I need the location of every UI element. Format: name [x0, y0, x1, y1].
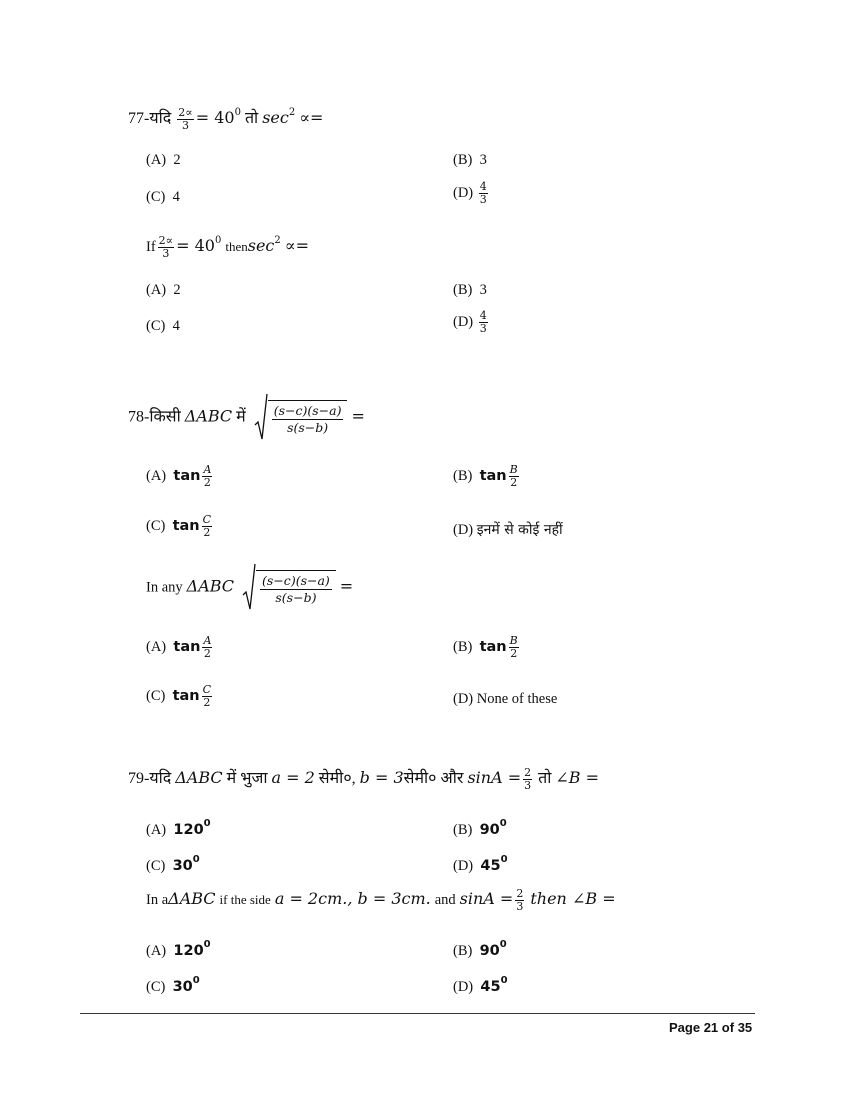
q78-option-a: (A) tan $\frac{A}{2}$: [146, 463, 212, 489]
q77-option-d-en: (D) $\frac{4}{3}$: [453, 309, 487, 335]
radical-sign: [254, 393, 268, 443]
q79-english-question: In aΔABC if the side a = 2cm., b = 3cm. and sinA = $\frac{2}{3}$ then ∠B =: [146, 887, 616, 913]
q79-option-c: (C) $30^0$: [146, 854, 200, 874]
q78-option-c-en: (C) tan $\frac{C}{2}$: [146, 683, 212, 709]
fraction: $\frac{2\propto}{3}$: [178, 105, 193, 132]
q79-option-a-en: (A) $120^0$: [146, 939, 211, 959]
q78-option-d-en: (D) None of these: [453, 691, 558, 707]
radical-sign: [242, 563, 256, 613]
q77-option-a-en: (A) 2: [146, 282, 181, 298]
q78-hindi-question: 78-किसी ΔABC में (s−c)(s−a) s(s−b) =: [128, 393, 365, 443]
square-root: (s−c)(s−a) s(s−b): [254, 393, 348, 443]
q79-hindi-question: 79-यदि ΔABC में भुजा a = 2 सेमी०, b = 3सेमी० और sinA = $\frac{2}{3}$ तो ∠B =: [128, 765, 600, 792]
q77-option-a: (A) 2: [146, 152, 181, 168]
q78-english-question: In any ΔABC (s−c)(s−a) s(s−b) =: [146, 563, 353, 613]
q77-hindi-question: 77-यदि $\frac{2\propto}{3}$ = $40^0$ तो $\sec^2$ ∝=: [128, 105, 324, 132]
square-root: (s−c)(s−a) s(s−b): [242, 563, 336, 613]
q79-option-c-en: (C) $30^0$: [146, 975, 200, 995]
q79-option-d: (D) $45^0$: [453, 854, 508, 874]
q77-option-d: (D) $\frac{4}{3}$: [453, 180, 487, 206]
q79-option-b: (B) $90^0$: [453, 818, 507, 838]
q77-option-c-en: (C) 4: [146, 318, 180, 334]
fraction: $\frac{2\propto}{3}$: [158, 234, 174, 260]
page-number: Page 21 of 35: [669, 1020, 753, 1035]
q79-option-b-en: (B) $90^0$: [453, 939, 507, 959]
question-number: 79-: [128, 770, 150, 787]
q79-option-d-en: (D) $45^0$: [453, 975, 508, 995]
q79-option-a: (A) $120^0$: [146, 818, 211, 838]
question-number: 78-: [128, 408, 150, 426]
q78-option-b: (B) tan $\frac{B}{2}$: [453, 463, 518, 489]
fraction: $\frac{2}{3}$: [516, 887, 524, 913]
q77-english-question: If $\frac{2\propto}{3}$ = $40^0$ thensec$^2$ ∝=: [146, 234, 309, 260]
q77-option-c: (C) 4: [146, 189, 180, 205]
footer-divider: [80, 1013, 755, 1014]
question-number: 77-: [128, 110, 150, 127]
q78-option-b-en: (B) tan $\frac{B}{2}$: [453, 634, 518, 660]
q78-option-d: (D) इनमें से कोई नहीं: [453, 522, 563, 538]
fraction: $\frac{2}{3}$: [524, 765, 532, 792]
q78-option-a-en: (A) tan $\frac{A}{2}$: [146, 634, 212, 660]
q78-option-c: (C) tan $\frac{C}{2}$: [146, 513, 212, 539]
q77-option-b-en: (B) 3: [453, 282, 487, 298]
q77-option-b: (B) 3: [453, 152, 487, 168]
